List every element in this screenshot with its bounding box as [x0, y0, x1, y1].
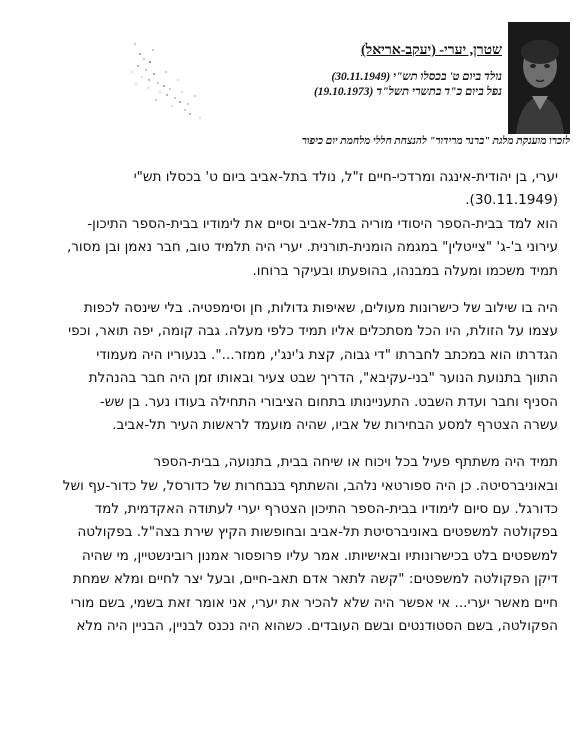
paragraph-3 — [30, 451, 558, 638]
text-line: בפקולטה למשפטים באוניברסיטת תל-אביב ובחופשות הקיץ שירת בצה"ל. בפקולטה — [77, 524, 558, 541]
text-line: התווך בתנועת הנוער "בני-עקיבא", הדריך שבט צעיר ובאותו זמן היה חבר בהנהלת — [88, 370, 558, 387]
paragraph-2 — [30, 297, 558, 437]
birth-date: נולד ביום ט' בכסלו תש"י (30.11.1949) — [331, 71, 502, 83]
text-line: תמיד משכמו ומעלה במבנהו, בהופעתו ובעיקר ברוחו. — [252, 262, 558, 279]
text-line: למשפטים בלט בכישרונותיו ובאישיותו. אמר עליו פרופסור אמנון רובינשטיין, מי שהיה — [81, 547, 558, 564]
paragraph-1 — [30, 166, 558, 283]
text-line: תמיד היה משתתף פעיל בכל ויכוח או שיחה בבית, בתנועה, בבית-הספר — [153, 454, 558, 471]
memorial-header — [120, 14, 570, 147]
text-line: עצמו על הזולת, היו הכל מסתכלים אליו תמיד כלפי מעלה. גבה קומה, יפה תואר, וכפי — [68, 323, 558, 340]
text-line: (30.11.1949). — [465, 192, 558, 209]
paragraph-gap — [30, 283, 558, 297]
text-line: היה בו שילוב של כישרונות מעולים, שאיפות גדולות, חן וסימפטיה. בלי שינסה לכפות — [83, 299, 558, 316]
scan-noise-speckles — [120, 14, 215, 134]
text-line: עירוני ב'-ג' "צייטלין" במגמה הומנית-תורנית. יערי היה תלמיד טוב, חבר נאמן ובן מסור, — [66, 239, 558, 256]
text-line: הגדרתו הוא במכתב לחברתו "די גבוה, קצת ג'ינג'י, ממזר...". בנעוריו היה מעמודי — [96, 346, 558, 363]
biography-text — [30, 166, 558, 638]
text-line: חיים מאשר יערי... אי אפשר היה שלא להכיר את יערי, אני אומר זאת בשמי, בשם מורי — [70, 594, 558, 611]
scholarship-caption: לזכרו מוענקת מלגת "ברנר מרידור" להנצחת חללי מלחמת יום כיפור — [301, 136, 570, 147]
text-line: עשרה הצטרף למסע הבחירות של אביו, שהיה מועמד לראשות העיר תל-אביב. — [112, 416, 558, 433]
text-line: הפקולטה, בשם הסטודנטים ובשם העובדים. כשהוא היה נכנס לבניין, הבניין היה מלא — [76, 618, 558, 635]
text-line: דיקן הפקולטה למשפטים: "קשה לתאר אדם תאב-חיים, ובעל יצר לחיים ומלא שמחת — [72, 571, 558, 588]
death-date: נפל ביום כ"ד בתשרי תשל"ד (19.10.1973) — [313, 86, 502, 98]
text-line: הסניף וחבר ועדת השבט. התעניינותו בתחום הציבורי התחילה בעודו נער. בן שש- — [99, 393, 558, 410]
portrait-photo — [508, 22, 570, 134]
text-line: הוא למד בבית-הספר היסודי מוריה בתל-אביב וסיים את לימודיו בבית-הספר התיכון- — [87, 215, 558, 232]
text-line: כדורגל. עם סיום לימודיו בבית-הספר התיכון הצטרף יערי לעתודה האקדמית, למד — [94, 501, 558, 518]
header-text-block — [202, 42, 502, 100]
paragraph-gap — [30, 437, 558, 451]
text-line: ובאוניברסיטה. כן היה ספורטאי נלהב, והשתתף בנבחרות של כדורסל, של כדור-עף ושל — [62, 477, 558, 494]
fallen-name: שטרן, יערי- (יעקב-אריאל) — [360, 43, 502, 58]
text-line: יערי, בן יהודית-אינגה ומרדכי-חיים ז"ל, נולד בתל-אביב ביום ט' בכסלו תש"י — [133, 169, 558, 185]
